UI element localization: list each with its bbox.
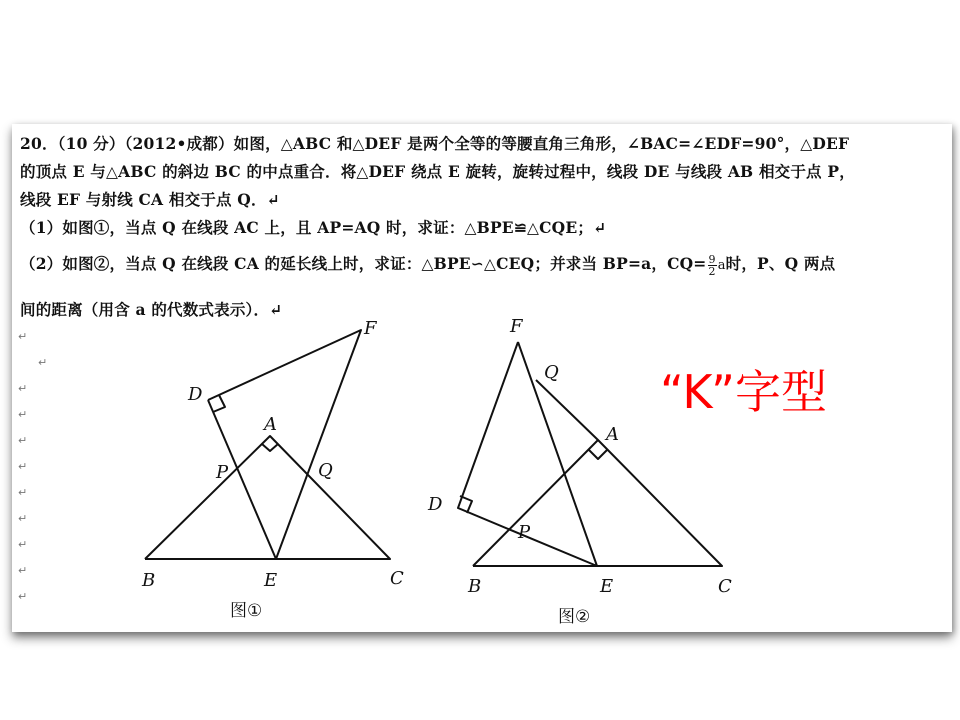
- problem-part-2: [20, 252, 835, 277]
- ray-ca-extension: [536, 380, 598, 440]
- point-label-c: C: [718, 576, 732, 597]
- paragraph-mark: ↵: [18, 590, 28, 603]
- k-shape-annotation: “K”字型: [660, 365, 827, 419]
- point-label-f: F: [510, 316, 523, 337]
- point-label-c: C: [390, 568, 404, 589]
- part-2-text-a: （2）如图②，当点 Q 在线段 CA 的延长线上时，求证：△BPE∽△CEQ；并求当 BP=a，CQ=: [20, 254, 707, 273]
- paragraph-mark: ↵: [18, 434, 28, 447]
- triangle-def: [208, 330, 361, 559]
- paragraph-mark: ↵: [18, 330, 28, 343]
- part-2-text-b: 时，P、Q 两点: [725, 254, 836, 273]
- paragraph-mark: ↵: [18, 460, 28, 473]
- figure-1-diagram: [122, 314, 432, 604]
- fraction-nine-halves: [708, 254, 717, 277]
- point-label-d: D: [428, 494, 443, 515]
- paragraph-mark: ↵: [18, 408, 28, 421]
- paragraph-mark: ↵: [18, 382, 28, 395]
- paragraph-mark: ↵: [18, 538, 28, 551]
- right-angle-mark-a: [262, 444, 278, 451]
- figure-2-caption: 图②: [558, 607, 591, 627]
- point-label-b: B: [468, 576, 482, 597]
- part-2-variable: a: [717, 258, 726, 273]
- point-label-b: B: [142, 570, 156, 591]
- fraction-denominator: 2: [708, 264, 716, 278]
- point-label-p: P: [518, 522, 531, 543]
- problem-line-3: 线段 EF 与射线 CA 相交于点 Q．↵: [20, 190, 280, 209]
- point-label-f: F: [364, 318, 377, 339]
- point-label-a: A: [606, 424, 619, 445]
- point-label-q: Q: [318, 460, 333, 481]
- point-label-a: A: [264, 414, 277, 435]
- point-label-e: E: [264, 570, 278, 591]
- figure-1-caption: 图①: [230, 601, 263, 621]
- fraction-numerator: 9: [708, 252, 716, 266]
- paragraph-mark: ↵: [38, 356, 48, 369]
- right-angle-mark-a: [589, 450, 607, 459]
- problem-part-2-continued: 间的距离（用含 a 的代数式表示）．↵: [20, 300, 283, 319]
- problem-line-2: 的顶点 E 与△ABC 的斜边 BC 的中点重合．将△DEF 绕点 E 旋转，旋转过程中，线段 DE 与线段 AB 相交于点 P，: [20, 162, 855, 181]
- point-label-e: E: [600, 576, 614, 597]
- point-label-q: Q: [544, 362, 559, 383]
- paragraph-mark: ↵: [18, 486, 28, 499]
- problem-part-1: （1）如图①，当点 Q 在线段 AC 上，且 AP=AQ 时，求证：△BPE≌△CQE；↵: [20, 218, 607, 237]
- paragraph-mark: ↵: [18, 512, 28, 525]
- problem-line-1: 20．（10 分）（2012•成都）如图，△ABC 和△DEF 是两个全等的等腰直角三角形，∠BAC=∠EDF=90°，△DEF: [20, 134, 850, 153]
- point-label-d: D: [188, 384, 203, 405]
- paragraph-mark: ↵: [18, 564, 28, 577]
- point-label-p: P: [216, 462, 229, 483]
